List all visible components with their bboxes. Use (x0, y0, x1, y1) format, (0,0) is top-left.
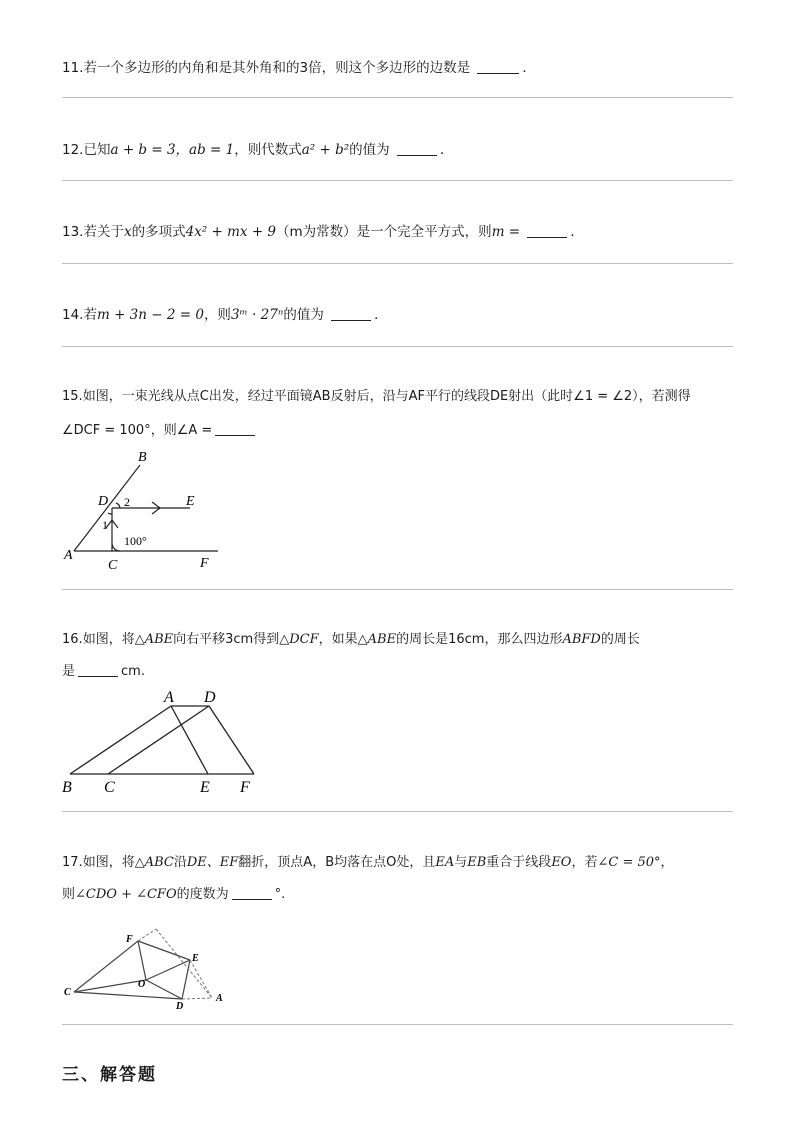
question-text: 如图，将 (82, 632, 135, 647)
section-heading: 三、解答题 (62, 1065, 157, 1085)
punctuation: ， (660, 855, 674, 870)
question-text: 的值为 (349, 142, 390, 158)
punctuation: ． (522, 60, 536, 76)
question-13 (62, 222, 584, 242)
answer-blank[interactable] (78, 662, 118, 677)
question-text: （m为常数）是一个完全平方式，则 (276, 224, 492, 240)
label-angle-100: 100° (124, 534, 147, 548)
math-expression: 16cm (448, 632, 485, 647)
label-a: A (164, 689, 174, 706)
segment-ab (70, 706, 171, 774)
question-text: 若一个多边形的内角和是其外角和的3倍，则这个多边形的边数是 (83, 60, 471, 76)
punctuation: ． (570, 224, 584, 240)
punctuation: ． (439, 142, 454, 158)
label-d: D (176, 1001, 184, 1010)
question-text: 若关于 (83, 224, 124, 240)
divider (62, 263, 733, 264)
math-expression: △ABE (134, 632, 174, 647)
question-text: 重合于线段 (486, 855, 552, 870)
math-expression: △ABC (134, 855, 174, 870)
question-text: 的周长 (600, 632, 640, 647)
math-expression: EO (551, 855, 572, 870)
angle-2-arc (116, 503, 120, 508)
answer-blank[interactable] (477, 59, 519, 74)
question-number: 13. (62, 224, 84, 240)
label-e: E (186, 494, 195, 509)
answer-blank[interactable] (215, 421, 255, 436)
question-12 (62, 140, 453, 160)
question-text: 是 (62, 664, 76, 679)
math-expression: △DCF (279, 632, 319, 647)
dashed-fold-1 (138, 929, 156, 941)
segment-df (209, 706, 254, 774)
angle-100-arc (112, 543, 120, 551)
question-16 (62, 630, 640, 650)
question-text: 如图，将 (82, 855, 135, 870)
question-15-line2 (62, 421, 258, 441)
math-expression: 4x² + mx + 9 (185, 224, 277, 240)
segment-co (74, 980, 146, 992)
label-angle-1: 1 (102, 518, 108, 532)
label-f: F (240, 779, 250, 796)
question-number: 14. (62, 307, 84, 323)
question-text: 向右平移3cm得到 (173, 632, 280, 647)
figure-15-reflection-diagram (60, 445, 225, 575)
label-d: D (204, 689, 216, 706)
math-expression: a² + b² (301, 142, 350, 158)
answer-blank[interactable] (397, 141, 437, 156)
math-expression: m + 3n − 2 = 0 (96, 307, 204, 323)
question-text: 已知 (83, 142, 111, 158)
question-text: ，则代数式 (234, 142, 302, 158)
question-15 (62, 387, 691, 407)
label-e: E (200, 779, 210, 796)
question-14 (62, 305, 388, 325)
label-e: E (192, 953, 199, 964)
answer-blank[interactable] (331, 306, 371, 321)
question-text: ，如果 (318, 632, 358, 647)
question-17 (62, 853, 674, 873)
question-text: 若 (83, 307, 97, 323)
divider (62, 346, 733, 347)
label-c: C (64, 987, 71, 998)
question-text: 的周长是 (396, 632, 449, 647)
label-a: A (216, 993, 223, 1004)
question-number: 17. (62, 855, 83, 870)
math-expression: m = (491, 224, 521, 240)
question-text: ，则 (203, 307, 231, 323)
label-o: O (138, 979, 146, 990)
question-number: 11. (62, 60, 84, 76)
question-11 (62, 58, 536, 78)
label-c: C (104, 779, 115, 796)
math-expression: a + b = 3，ab = 1 (110, 142, 235, 158)
label-f: F (200, 556, 209, 571)
segment-cd (108, 706, 209, 774)
question-text: 与 (454, 855, 468, 870)
segment-cd (74, 992, 182, 999)
answer-blank[interactable] (527, 223, 567, 238)
punctuation: . (140, 664, 145, 679)
segment-fo (138, 941, 146, 980)
dashed-fold-3 (182, 998, 212, 999)
segment-fe (138, 941, 190, 960)
math-expression: EA (435, 855, 455, 870)
segment-ae (171, 706, 208, 774)
figure-17-fold-diagram (60, 925, 235, 1010)
question-text: 则 (62, 887, 76, 902)
divider (62, 589, 733, 590)
question-number: 15. (62, 389, 83, 404)
punctuation: °. (274, 887, 286, 902)
label-d: D (98, 494, 109, 509)
math-expression: ∠CDO + ∠CFO (75, 887, 177, 902)
dashed-fold-4 (190, 960, 212, 998)
question-text: 的值为 (283, 307, 324, 323)
question-16-line2 (62, 662, 145, 682)
math-variable: x (123, 224, 132, 240)
divider (62, 97, 733, 98)
divider (62, 180, 733, 181)
math-expression: DE、EF (186, 855, 239, 870)
question-text: ，若 (571, 855, 598, 870)
label-b: B (62, 779, 72, 796)
label-f: F (126, 934, 133, 945)
question-number: 16. (62, 632, 83, 647)
question-text: 的度数为 (176, 887, 229, 902)
math-expression: EB (467, 855, 487, 870)
question-text: 如图，一束光线从点C出发，经过平面镜AB反射后，沿与AF平行的线段DE射出（此时∠1 = ∠2），若测得 (82, 389, 691, 404)
unit: cm (121, 664, 141, 679)
answer-blank[interactable] (232, 885, 272, 900)
label-c: C (108, 558, 118, 573)
question-text: 沿 (173, 855, 187, 870)
figure-16-translation-diagram (58, 686, 268, 798)
question-number: 12. (62, 142, 84, 158)
label-b: B (138, 450, 147, 465)
question-text: 翻折，顶点A，B均落在点O处，且 (238, 855, 436, 870)
segment-eo (146, 960, 190, 980)
question-text: ，那么四边形 (484, 632, 563, 647)
divider (62, 1024, 733, 1025)
segment-cf (74, 941, 138, 992)
math-expression: △ABE (357, 632, 397, 647)
question-text: ∠DCF = 100°，则∠A = (62, 423, 213, 438)
math-expression: ABFD (562, 632, 601, 647)
label-a: A (64, 548, 73, 563)
math-expression: ∠C = 50° (597, 855, 661, 870)
question-text: 的多项式 (131, 224, 186, 240)
segment-do (146, 980, 182, 999)
divider (62, 811, 733, 812)
punctuation: ． (374, 307, 388, 323)
math-expression: 3ᵐ · 27ⁿ (230, 307, 284, 323)
question-17-line2 (62, 885, 285, 905)
label-angle-2: 2 (124, 495, 130, 509)
